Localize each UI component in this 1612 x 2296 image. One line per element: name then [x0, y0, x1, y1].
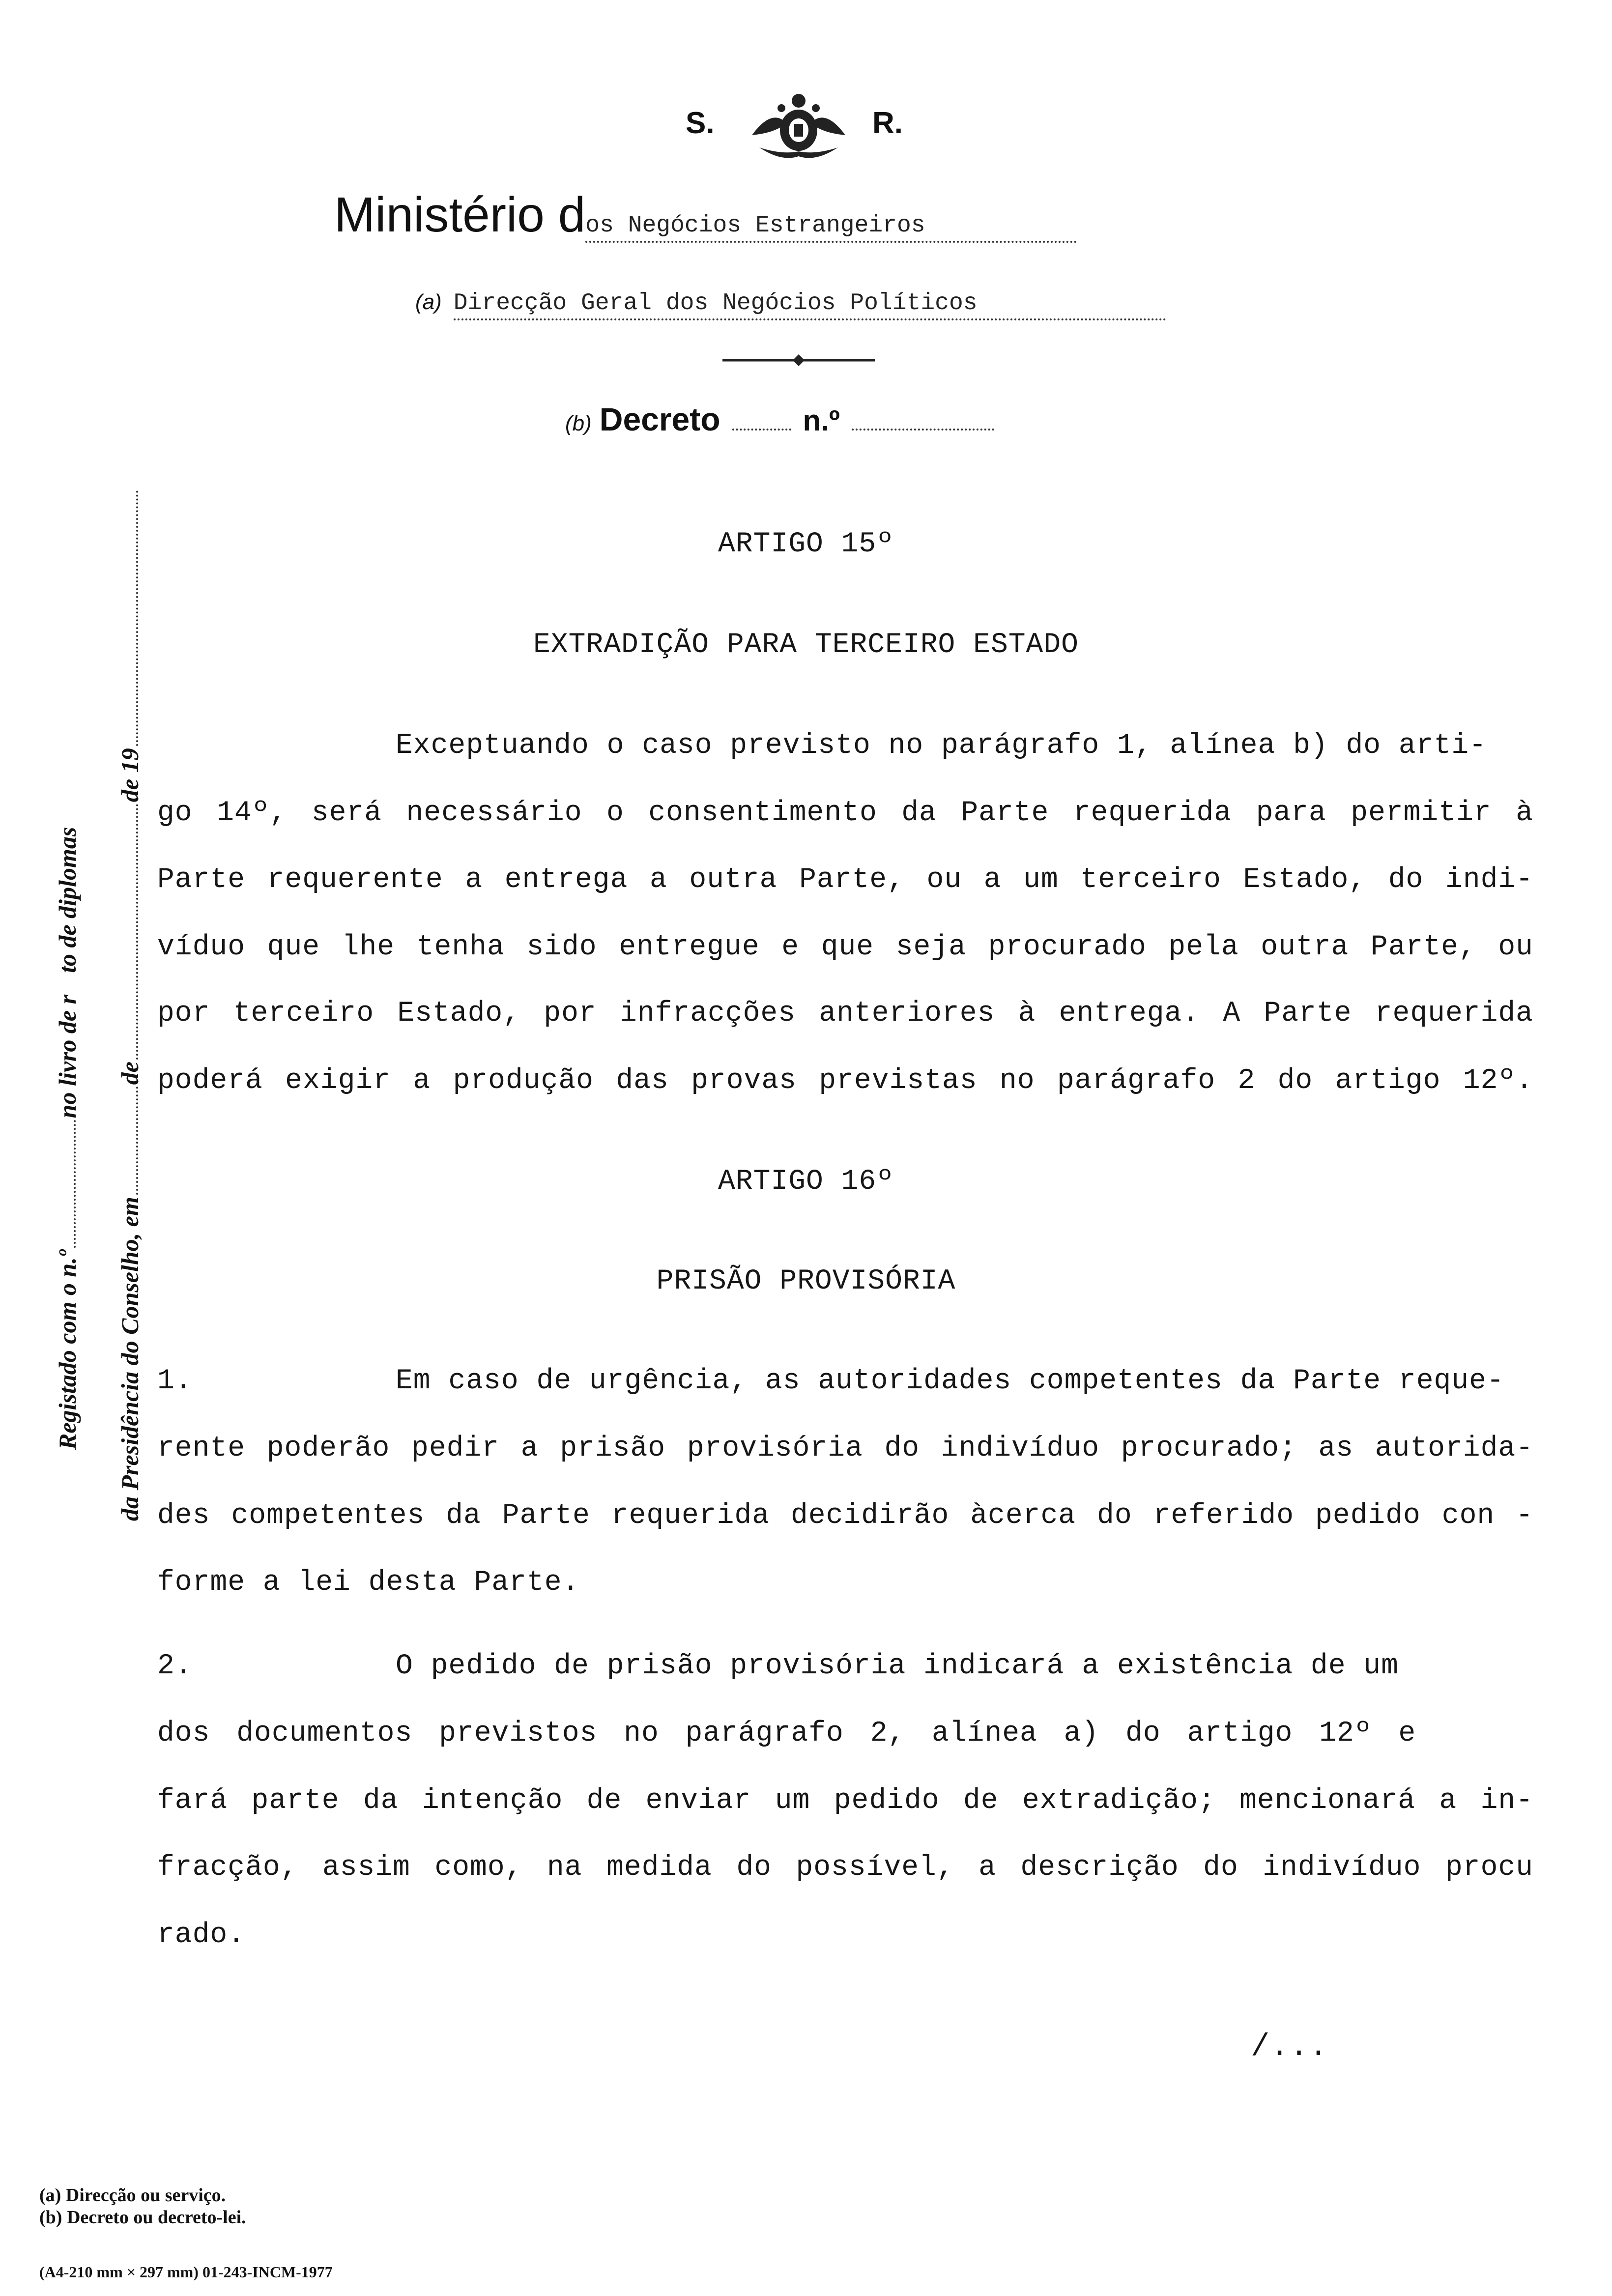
article-16-title: ARTIGO 16º [718, 1166, 894, 1198]
article-15-line-5: por terceiro Estado, por infracções anteriores à entrega. A Parte requerida [157, 998, 1533, 1030]
margin-presidency-label: da Presidência do Conselho, em [116, 1197, 144, 1521]
paragraph-2-number: 2. [157, 1650, 193, 1682]
paragraph-2-line-4: fracção, assim como, na medida do possível, a descrição do indivíduo procu [157, 1852, 1533, 1884]
article-15-line-6: poderá exigir a produção das provas previstas no parágrafo 2 do artigo 12º. [157, 1065, 1533, 1097]
decree-marker: (b) [565, 411, 592, 435]
decree-type-blank [732, 429, 791, 430]
direction-line [415, 290, 1166, 320]
ministry-fill: os Negócios Estrangeiros [585, 212, 1077, 243]
margin-registered-label: Registado com o n.º [54, 1250, 81, 1450]
registration-margin-line-2 [115, 490, 144, 1521]
margin-year-label: de 19 [116, 748, 144, 803]
footnote-a: (a) Direcção ou serviço. [39, 2185, 226, 2206]
article-15-line-4: víduo que lhe tenha sido entregue e que seja procurado pela outra Parte, ou [157, 931, 1533, 963]
registration-margin-line-1 [53, 827, 82, 1450]
footnote-b: (b) Decreto ou decreto-lei. [39, 2207, 246, 2228]
article-15-title: ARTIGO 15º [718, 528, 894, 560]
ornamental-rule [722, 353, 875, 368]
article-15-line-3: Parte requerente a entrega a outra Parte, ou a um terceiro Estado, do indi- [157, 864, 1533, 896]
paragraph-1-line-3: des competentes da Parte requerida decidirão àcerca do referido pedido con - [157, 1500, 1533, 1532]
article-16-subtitle: PRISÃO PROVISÓRIA [656, 1265, 956, 1297]
continuation-mark: /... [1251, 2030, 1328, 2065]
article-15-line-2: go 14º, será necessário o consentimento da Parte requerida para permitir à [157, 797, 1533, 829]
margin-book-label: no livro de r [54, 994, 81, 1119]
margin-date-blank-3 [136, 490, 138, 746]
paragraph-2-first-line: O pedido de prisão provisória indicará a existência de um [396, 1650, 1399, 1682]
decree-line [565, 401, 994, 438]
emblem-right-letter: R. [872, 106, 903, 140]
margin-number-blank [74, 1120, 76, 1248]
decree-number-blank [852, 429, 994, 430]
ministry-line [334, 187, 1077, 243]
paragraph-2-line-5: rado. [157, 1919, 246, 1951]
article-15-line-1: Exceptuando o caso previsto no parágrafo 1, alínea b) do arti- [396, 730, 1487, 762]
paragraph-1-line-2: rente poderão pedir a prisão provisória do indivíduo procurado; as autorida- [157, 1433, 1533, 1464]
paragraph-1-first-line: Em caso de urgência, as autoridades competentes da Parte reque- [396, 1365, 1504, 1397]
coat-of-arms-emblem [742, 88, 855, 167]
form-code: (A4-210 mm × 297 mm) 01-243-INCM-1977 [39, 2263, 333, 2281]
margin-date-blank-2 [136, 804, 138, 1060]
paragraph-1-line-4: forme a lei desta Parte. [157, 1567, 580, 1599]
decree-label: Decreto [599, 401, 720, 437]
margin-diplomas-label: to de diplomas [54, 827, 81, 973]
number-label: n.º [803, 404, 840, 437]
paragraph-2-line-3: fará parte da intenção de enviar um pedido de extradição; mencionará a in- [157, 1785, 1533, 1817]
margin-date-blank-1 [136, 1087, 138, 1195]
direction-fill: Direcção Geral dos Negócios Políticos [454, 290, 1166, 320]
paragraph-1-number: 1. [157, 1365, 193, 1397]
paragraph-2-line-2: dos documentos previstos no parágrafo 2, alínea a) do artigo 12º e [157, 1718, 1416, 1750]
ministry-prefix: Ministério d [334, 187, 586, 242]
article-15-subtitle: EXTRADIÇÃO PARA TERCEIRO ESTADO [533, 629, 1079, 661]
direction-marker: (a) [415, 290, 442, 314]
emblem-left-letter: S. [686, 106, 715, 140]
margin-of-label-1: de [116, 1062, 144, 1085]
